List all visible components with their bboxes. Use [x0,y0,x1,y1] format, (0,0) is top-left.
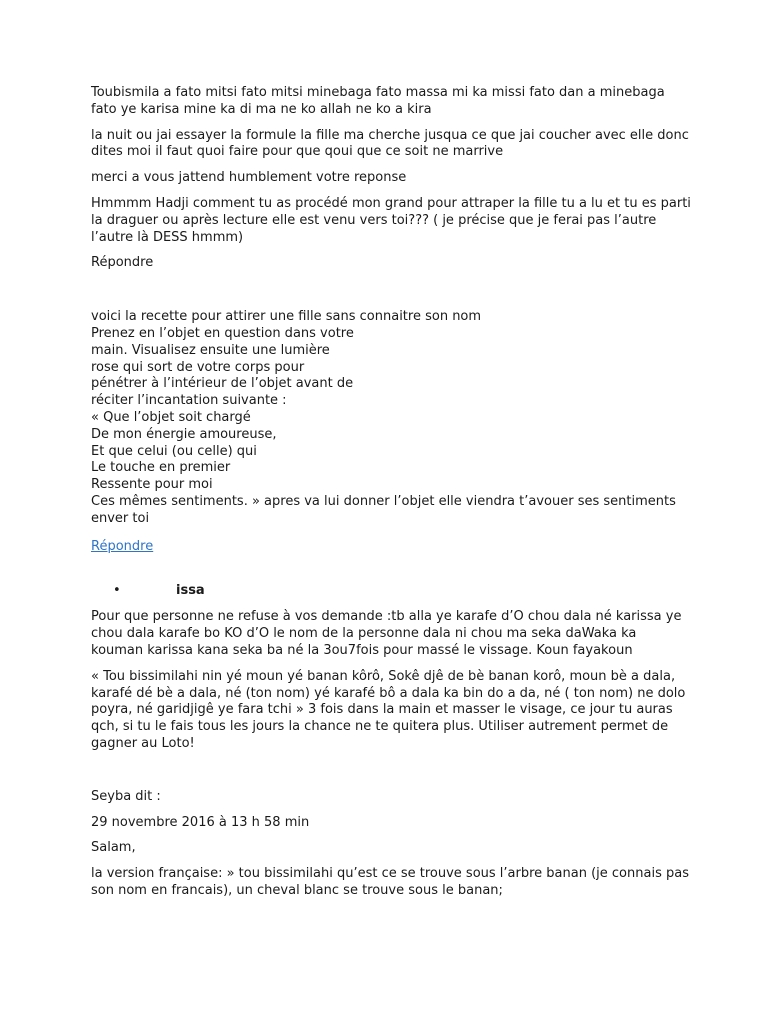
recipe-line: Ces mêmes sentiments. » apres va lui donner l’objet elle viendra t’avouer ses sentiments enver toi [91,493,676,526]
document-page [91,85,691,900]
comment-author-line: Seyba dit : [91,788,161,804]
recipe-line: pénétrer à l’intérieur de l’objet avant de [91,376,354,392]
comment-paragraph: la version française: » tou bissimilahi qu’est ce se trouve sous l’arbre banan (je connais pas son nom en francais), un cheval blanc se trouve sous le banan; [91,866,689,898]
comment-paragraph: Pour que personne ne refuse à vos demande :tb alla ye karafe d’O chou dala né karissa ye chou dala karafe bo KO d’O le nom de la personne dala ni chou ma seka daWaka ka kouman karissa kana seka ba né la 3ou7fois pour massé le vissage. Koun fayakoun [91,609,682,658]
bullet-icon: • [113,583,121,599]
comment-paragraph: Toubismila a fato mitsi fato mitsi minebaga fato massa mi ka missi fato dan a minebaga fato ye karisa mine ka di ma ne ko allah ne ko a kira [91,85,665,117]
comment-paragraph: « Tou bissimilahi nin yé moun yé banan kôrô, Sokê djê de bè banan korô, moun bè a dala, karafé dé bè a dala, né (ton nom) yé karafé bô a dala ka bin do a da, né ( ton nom) ne dolo poyra, né garidjigê ye fara tchi » 3 fois dans la main et masser le visage, ce jour tu auras qch, si tu le fais tous les jours la chance ne te quitera plus. Utiliser autrement permet de gagner au Loto! [91,668,686,751]
comment-paragraph: merci a vous jattend humblement votre reponse [91,170,407,186]
comment-greeting: Salam, [91,840,136,856]
comment-paragraph: la nuit ou jai essayer la formule la fille ma cherche jusqua ce que jai coucher avec elle donc dites moi il faut quoi faire pour que qoui que ce soit ne marrive [91,127,689,160]
comment-author-row [91,582,691,602]
recipe-line: Ressente pour moi [91,477,213,493]
recipe-line: voici la recette pour attirer une fille sans connaitre son nom [91,309,482,325]
recipe-line: rose qui sort de votre corps pour [91,359,305,375]
recipe-line: main. Visualisez ensuite une lumière [91,342,330,358]
recipe-line: Prenez en l’objet en question dans votre [91,325,354,341]
comment-paragraph: Hmmmm Hadji comment tu as procédé mon grand pour attraper la fille tu a lu et tu es parti la draguer ou après lecture elle est venu vers toi??? ( je précise que je ferai pas l’autre l’autre là DESS hmmm) [91,195,691,245]
recipe-line: « Que l’objet soit chargé [91,409,251,425]
recipe-line: réciter l’incantation suivante : [91,393,287,409]
comment-date: 29 novembre 2016 à 13 h 58 min [91,814,310,830]
recipe-line: Le touche en premier [91,460,231,476]
comment-author-name: issa [176,583,205,599]
reply-label: Répondre [91,255,154,271]
recipe-line: De mon énergie amoureuse, [91,426,277,442]
recipe-paragraph [91,309,691,527]
recipe-line: Et que celui (ou celle) qui [91,443,257,459]
reply-link[interactable]: Répondre [91,538,154,554]
